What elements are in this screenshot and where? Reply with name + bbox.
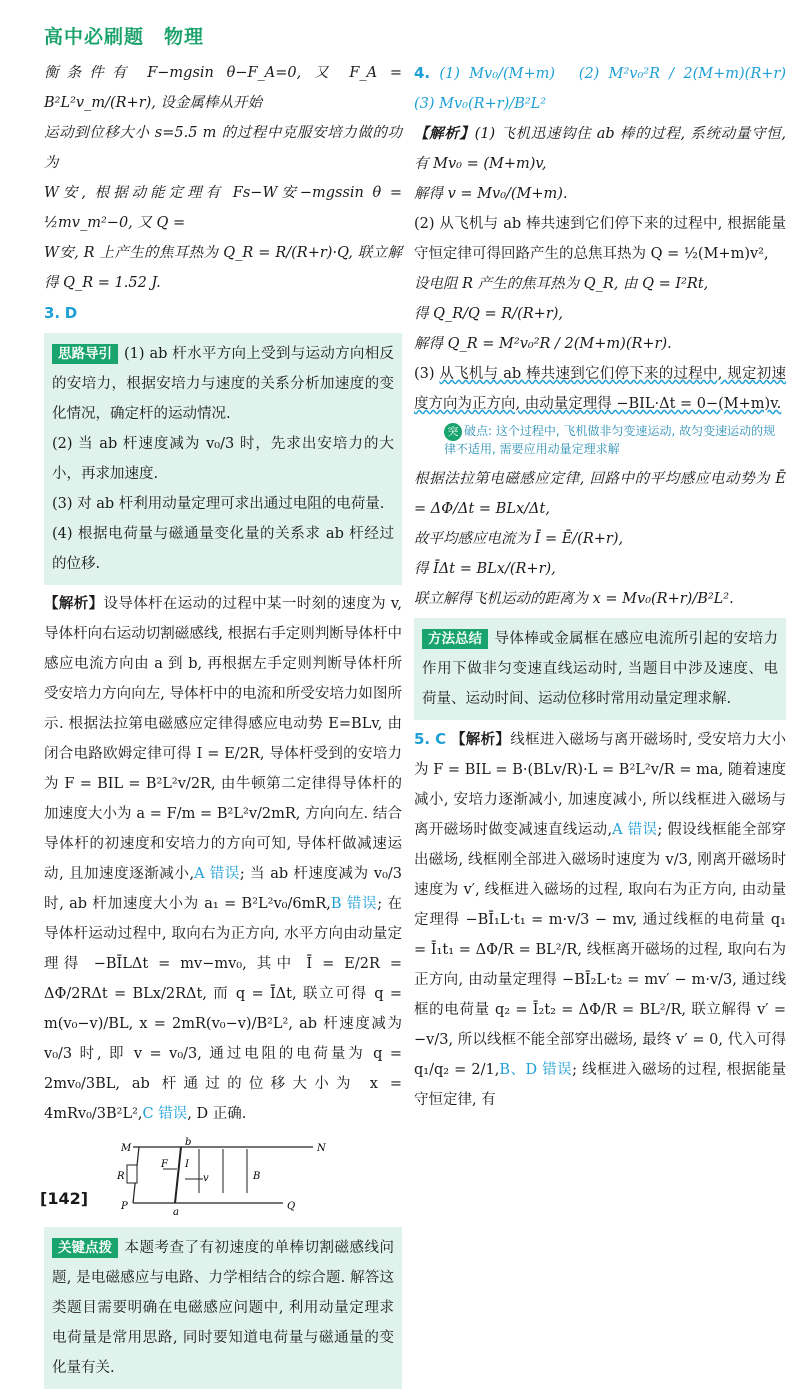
analysis-4-line-4: 设电阻 R 产生的焦耳热为 Q_R, 由 Q = I²Rt, <box>414 276 709 292</box>
analysis-5-tag: 【解析】 <box>451 731 511 748</box>
resistor-r <box>127 1165 137 1183</box>
intro-line-3: W安, 根据动能定理有 Fs−W安−mgssin θ = ½mv_m²−0, 又 Q = <box>44 185 402 231</box>
rod-ab <box>175 1147 181 1203</box>
analysis-3-text-4: , D 正确. <box>187 1106 247 1122</box>
q5-bd-wrong-label: B、D 错误 <box>499 1062 573 1078</box>
guide-line-4: (4) 根据电荷量与磁通量变化量的关系求 ab 杆经过的位移. <box>52 526 394 572</box>
analysis-3-text-2: ; 当 ab 杆速度减为 v₀/3 时, ab 杆加速度大小为 a₁ = B²L²v₀/6mR, <box>44 866 402 912</box>
header-title: 高中必刷题 物理 <box>44 26 205 48</box>
breakthrough-label: 破点: <box>464 424 493 438</box>
circuit-figure <box>103 1137 343 1217</box>
analysis-4-line-2: 解得 v = Mv₀/(M+m). <box>414 186 568 202</box>
label-rod-b: b <box>185 1137 192 1148</box>
c-wrong-label: C 错误 <box>142 1106 188 1122</box>
analysis-4-tag: 【解析】 <box>414 125 475 142</box>
analysis-4-text-1: (1) 飞机迅速钩住 ab 棒的过程, 系统动量守恒, 有 Mv₀ = (M+m)v, <box>414 126 787 172</box>
guide-line-1 <box>52 339 394 429</box>
question-5-answer: C <box>435 730 447 748</box>
method-tag: 方法总结 <box>422 629 488 649</box>
intro-line-4: W安, R 上产生的焦耳热为 Q_R = R/(R+r)·Q, 联立解得 Q_R = 1.52 J. <box>44 245 402 291</box>
method-body: 导体棒或金属框在感应电流所引起的安培力作用下做非匀变速直线运动时, 当题目中涉及速度、电荷量、运动时间、运动位移时常用动量定理求解. <box>422 631 778 707</box>
guide-box <box>44 333 402 585</box>
analysis-4-line-3: (2) 从飞机与 ab 棒共速到它们停下来的过程中, 根据能量守恒定律可得回路产生的总焦耳热为 Q = ½(M+m)v², <box>414 216 786 262</box>
page-number: [142] <box>40 1189 89 1208</box>
label-n: N <box>317 1143 326 1154</box>
intro-line-1: 衡条件有 F−mgsin θ−F_A=0, 又 F_A = B²L²v_m/(R+r), 设金属棒从开始 <box>44 65 402 111</box>
keypoint-text <box>52 1233 394 1383</box>
page-number-value: 142 <box>47 1189 81 1208</box>
keypoint-box <box>44 1227 402 1389</box>
analysis-4-line-9: 得 ĪΔt = BLx/(R+r), <box>414 561 556 577</box>
breakthrough-note <box>444 423 786 458</box>
analysis-3-text-3: ; 在导体杆运动过程中, 取向右为正方向, 水平方向由动量定理得 −BĪLΔt = mv−mv₀, 其中 Ī = E/2R = ΔΦ/2RΔt = BLx/2RΔt, 而 q = ĪΔt, 联立可得 q = m(v₀−v)/BL, x = 2mR(v₀−v)/B²L², ab 杆速度减为 v₀/3 时, 即 v = v₀/3, 通过电阻的电荷量为 q = 2mv₀/3BL, ab 杆通过的位移大小为 x = 4mRv₀/3B²L², <box>44 896 403 1122</box>
left-column <box>44 58 402 1393</box>
question-5 <box>414 724 786 1115</box>
breakthrough-icon: 突 <box>444 423 462 441</box>
guide-line-3: (3) 对 ab 杆利用动量定理可求出通过电阻的电荷量. <box>52 496 385 512</box>
part-3-prefix: (3) <box>414 366 440 382</box>
analysis-3-part-1 <box>44 589 402 1129</box>
breakthrough-text: 这个过程中, 飞机做非匀变速运动, 故匀变速运动的规律不适用, 需要应用动量定理求解 <box>444 424 776 456</box>
analysis-3-text-1: 设导体杆在运动的过程中某一时刻的速度为 v, 导体杆向右运动切割磁感线, 根据右手定则判断导体杆中感应电流方向由 a 到 b, 再根据左手定则判断导体杆所受安培力方向向左, 导体杆中的电流和所受安培力如图所示. 根据法拉第电磁感应定律得感应电动势 E=BLv, 由闭合电路欧姆定律可得 I = E/2R, 导体杆受到的安培力为 F = BIL = B²L²v/2R, 由牛顿第二定律得导体杆的加速度大小为 a = F/m = B²L²v/2mR, 方向向左. 结合导体杆的初速度和安培力的方向可知, 导体杆做减速运动, 且加速度逐渐减小, <box>44 596 402 882</box>
analysis-5-text-1: 线框进入磁场与离开磁场时, 受安培力大小为 F = BIL = B·(BLv/R)·L = B²L²v/R = ma, 随着速度减小, 安培力逐渐减小, 加速度减小, 所以线框进入磁场与离开磁场时做变减速直线运动, <box>414 732 787 838</box>
a-wrong-label: A 错误 <box>194 866 240 882</box>
analysis-4-line-7: 根据法拉第电磁感应定律, 回路中的平均感应电动势为 Ē = ΔΦ/Δt = BLx/Δt, <box>414 471 786 517</box>
question-3-answer: D <box>64 304 78 322</box>
analysis-4-line-10: 联立解得飞机运动的距离为 x = Mv₀(R+r)/B²L². <box>414 591 734 607</box>
label-p: P <box>121 1201 128 1212</box>
circuit-diagram <box>103 1137 343 1217</box>
q5-a-wrong-label: A 错误 <box>612 822 658 838</box>
label-i: I <box>185 1159 189 1170</box>
analysis-4-line-8: 故平均感应电流为 Ī = Ē/(R+r), <box>414 531 624 547</box>
analysis-5-text-3: ; 线框进入磁场的过程, 根据能量守恒定律, 有 <box>414 1062 787 1108</box>
question-5-number: 5. <box>414 730 431 748</box>
label-b: B <box>253 1171 261 1182</box>
label-q: Q <box>287 1201 296 1212</box>
method-box <box>414 618 786 720</box>
question-4-answer: (1) Mv₀/(M+m) (2) M²v₀²R / 2(M+m)(R+r) (3) Mv₀(R+r)/B²L² <box>414 66 800 112</box>
analysis-5-text-2: ; 假设线框能全部穿出磁场, 线框刚全部进入磁场时速度为 v/3, 刚离开磁场时速度为 v′, 线框进入磁场的过程, 取向右为正方向, 由动量定理得 −BĪ₁L·t₁ = m·v/3 − mv, 通过线框的电荷量 q₁ = Ī₁t₁ = ΔΦ/R = BL²/R, 线框离开磁场的过程, 取向右为正方向, 由动量定理得 −BĪ₂L·t₂ = mv′ − m·v/3, 通过线框的电荷量 q₂ = Ī₂t₂ = ΔΦ/R = BL²/R, 联立解得 v′ = −v/3, 所以线框不能全部穿出磁场, 最终 v′ = 0, 代入可得 q₁/q₂ = 2/1, <box>414 822 786 1078</box>
method-text <box>422 624 778 714</box>
label-r: R <box>117 1171 125 1182</box>
label-v: v <box>203 1173 209 1184</box>
intro-line-2: 运动到位移大小 s=5.5 m 的过程中克服安培力做的功为 <box>44 125 402 171</box>
part-3-wavy-text: 从飞机与 ab 棒共速到它们停下来的过程中, 规定初速度方向为正方向, 由动量定理得 −BIL·Δt = 0−(M+m)v. <box>414 366 786 412</box>
page-header <box>0 0 800 54</box>
question-4-header <box>414 58 800 119</box>
question-3-header <box>44 298 402 329</box>
question-4-number: 4. <box>414 64 431 82</box>
analysis-4-line-5: 得 Q_R/Q = R/(R+r), <box>414 306 564 322</box>
keypoint-tag: 关键点拨 <box>52 1238 118 1258</box>
analysis-4-line-6: 解得 Q_R = M²v₀²R / 2(M+m)(R+r). <box>414 336 672 352</box>
analysis-4-line-1 <box>414 119 786 179</box>
guide-tag: 思路导引 <box>52 344 118 364</box>
guide-line-2: (2) 当 ab 杆速度减为 v₀/3 时，先求出安培力的大小，再求加速度. <box>52 436 394 482</box>
label-m: M <box>121 1143 132 1154</box>
keypoint-body: 本题考查了有初速度的单棒切割磁感线问题, 是电磁感应与电路、力学相结合的综合题. 解答这类题目需要明确在电磁感应问题中, 利用动量定理求电荷量是常用思路, 同时要知道电荷量与磁通量的变化量有关. <box>52 1240 394 1376</box>
b-wrong-label: B 错误 <box>330 896 378 912</box>
label-f: F <box>161 1159 168 1170</box>
label-a: a <box>173 1207 179 1218</box>
question-3-number: 3. <box>44 304 61 322</box>
right-column <box>414 58 800 1115</box>
analysis-4-part-3 <box>414 359 786 419</box>
guide-text-1: (1) ab 杆水平方向上受到与运动方向相反的安培力，根据安培力与速度的关系分析加速度的变化情况，确定杆的运动情况. <box>52 346 394 422</box>
analysis-3-tag: 【解析】 <box>44 595 104 612</box>
